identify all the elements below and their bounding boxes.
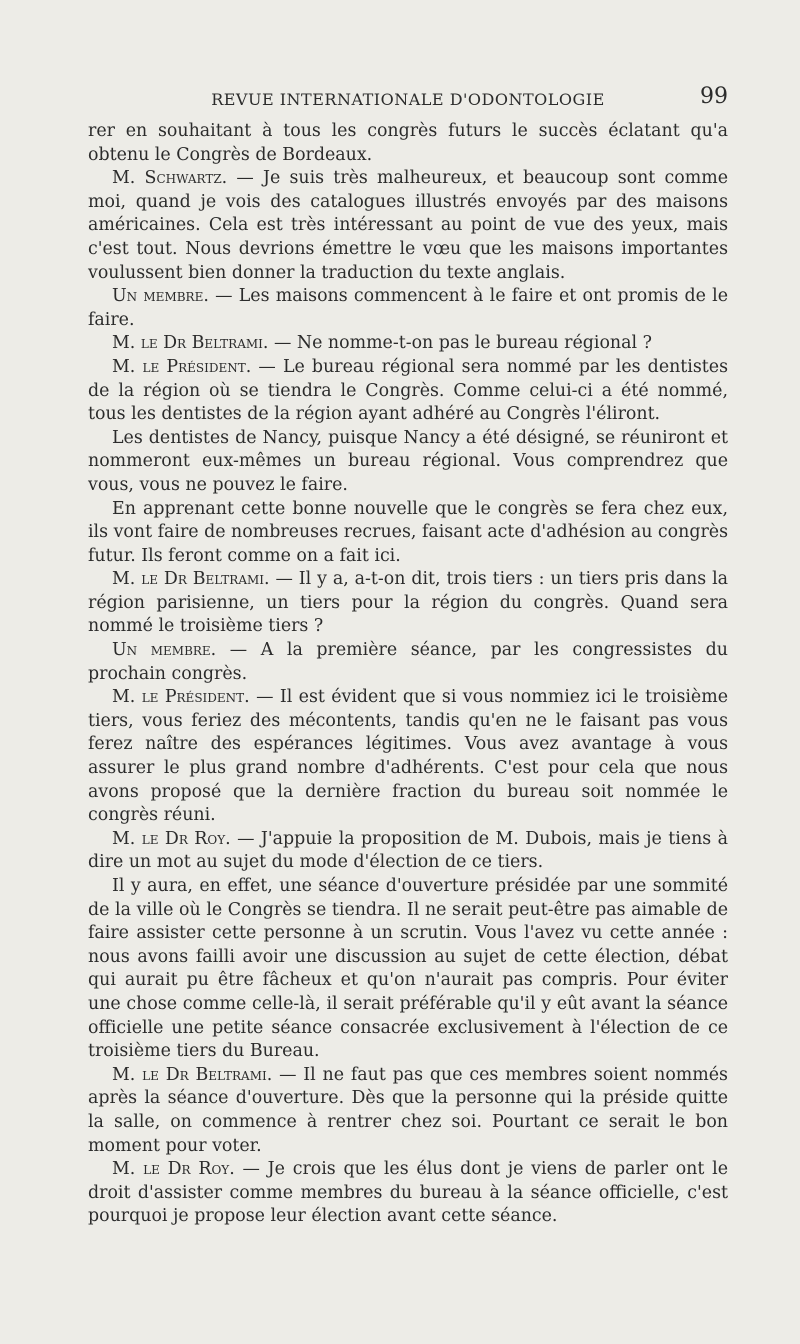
speaker-name: Un membre. <box>112 640 217 661</box>
speaker-name: M. le Dr Beltrami. <box>112 1064 273 1085</box>
paragraph-text: — Ne nomme-t-on pas le bureau régional ? <box>268 333 652 354</box>
speaker-name: M. le Dr Roy. <box>112 1159 235 1180</box>
paragraph-text: Il y aura, en effet, une séance d'ouverture présidée par une sommité de la ville où le Congrès se tiendra. Il ne serait peut-être pas aimable de faire assister cette personne à un scrutin. Vous l'avez vu cette année : nous avons failli avoir une discussion au sujet de cette élection, débat qui aurait pu être fâcheux et qu'on n'aurait pas compris. Pour éviter une chose comme celle-là, il serait préférable qu'il y eût avant la séance officielle une petite séance consacrée exclusivement à l'élection de ce troisième tiers du Bureau. <box>88 876 728 1062</box>
speaker-name: M. le Dr Beltrami. <box>112 333 269 354</box>
speaker-name: M. le Président. <box>112 356 252 377</box>
page-header <box>88 84 728 114</box>
paragraph-text: — Je suis très malheureux, et beaucoup sont comme moi, quand je vois des catalogues illustrés envoyés par des maisons américaines. Cela est très intéressant au point de vue des yeux, mais c'est tout. Nous devrions émettre le vœu que les maisons importantes voulussent bien donner la traduction du texte anglais. <box>88 168 728 283</box>
paragraph <box>88 875 728 1064</box>
paragraph <box>88 120 728 167</box>
paragraph-text: — Les maisons commencent à le faire et ont promis de le faire. <box>88 286 728 330</box>
speaker-name: Un membre. <box>112 286 209 307</box>
paragraph-text: Les dentistes de Nancy, puisque Nancy a été désigné, se réuniront et nommeront eux-mêmes un bureau régional. Vous comprendrez que vous, vous ne pouvez le faire. <box>88 427 728 495</box>
paragraph <box>88 332 728 356</box>
speaker-name: M. le Président. <box>112 687 250 708</box>
paragraph-text: — Il y a, a-t-on dit, trois tiers : un tiers pris dans la région parisienne, un tiers pour la région du congrès. Quand sera nommé le troisième tiers ? <box>88 569 728 637</box>
paragraph-text: En apprenant cette bonne nouvelle que le congrès se fera chez eux, ils vont faire de nombreuses recrues, faisant acte d'adhésion au congrès futur. Ils feront comme on a fait ici. <box>88 498 728 566</box>
paragraph <box>88 427 728 498</box>
paragraph <box>88 1158 728 1229</box>
paragraph-text: — A la première séance, par les congressistes du prochain congrès. <box>88 640 728 684</box>
running-title: REVUE INTERNATIONALE D'ODONTOLOGIE <box>211 90 605 109</box>
speaker-name: M. Schwartz. <box>112 168 228 189</box>
paragraph-text: — Le bureau régional sera nommé par les dentistes de la région où se tiendra le Congrès. Comme celui-ci a été nommé, tous les dentistes de la région ayant adhéré au Congrès l'éliront. <box>88 356 728 425</box>
body-text <box>88 120 728 1229</box>
paragraph-text: — Il ne faut pas que ces membres soient nommés après la séance d'ouverture. Dès que la personne qui la préside quitte la salle, on commence à rentrer chez soi. Pourtant ce serait le bon moment pour voter. <box>88 1064 728 1156</box>
paragraph <box>88 568 728 639</box>
paragraph-text: rer en souhaitant à tous les congrès futurs le succès éclatant qu'a obtenu le Congrès de Bordeaux. <box>88 121 728 165</box>
paragraph <box>88 167 728 285</box>
paragraph-text: — Il est évident que si vous nommiez ici le troisième tiers, vous feriez des mécontents, tandis qu'en ne le faisant pas vous ferez naître des espérances légitimes. Vous avez avantage à vous assurer le plus grand nombre d'adhérents. C'est pour cela que nous avons proposé que la dernière fraction du bureau soit nommée le congrès réuni. <box>88 687 728 826</box>
paragraph <box>88 1064 728 1158</box>
paragraph <box>88 686 728 828</box>
paragraph-text: — J'appuie la proposition de M. Dubois, mais je tiens à dire un mot au sujet du mode d'élection de ce tiers. <box>88 828 728 873</box>
paragraph <box>88 639 728 686</box>
page-number: 99 <box>700 84 728 109</box>
paragraph <box>88 828 728 875</box>
paragraph <box>88 285 728 332</box>
speaker-name: M. le Dr Roy. <box>112 828 231 849</box>
paragraph <box>88 356 728 427</box>
paragraph-text: — Je crois que les élus dont je viens de parler ont le droit d'assister comme membres du bureau à la séance officielle, c'est pourquoi je propose leur élection avant cette séance. <box>88 1159 728 1227</box>
speaker-name: M. le Dr Beltrami. <box>112 569 270 590</box>
paragraph <box>88 498 728 569</box>
